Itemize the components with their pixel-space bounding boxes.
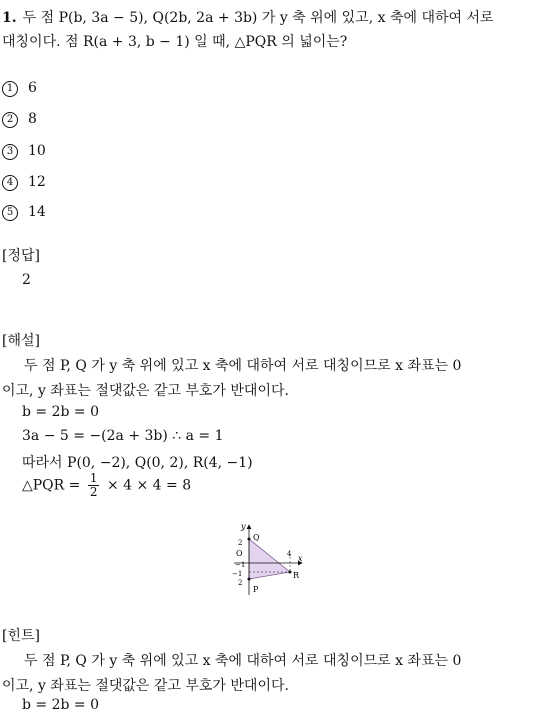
solution-eq-4 <box>22 472 191 499</box>
tick-y-neg1: −1 <box>232 570 243 578</box>
option-3[interactable] <box>2 143 46 160</box>
area-prefix: △PQR = <box>22 477 81 494</box>
fraction-half <box>88 472 100 499</box>
question-number: 1. <box>2 10 17 26</box>
option-value-3: 10 <box>28 143 46 159</box>
option-mark-1: 1 <box>2 81 18 97</box>
option-mark-3: 3 <box>2 144 18 160</box>
question-line-2: 대칭이다. 점 R(a + 3, b − 1) 일 때, △PQR 의 넓이는? <box>2 34 348 50</box>
tick-x-4: 4 <box>287 550 292 558</box>
hint-para-2: 이고, y 좌표는 절댓값은 같고 부호가 반대이다. <box>2 678 289 694</box>
point-q-dot <box>248 538 251 541</box>
solution-eq-1: b = 2b = 0 <box>22 404 99 420</box>
option-1[interactable] <box>2 80 37 97</box>
triangle-figure <box>224 521 314 597</box>
hint-label: [힌트] <box>2 628 40 644</box>
x-axis-label: x <box>298 554 303 563</box>
question-text-1: 두 점 P(b, 3a − 5), Q(2b, 2a + 3b) 가 y 축 위에 있고, x 축에 대하여 서로 <box>22 10 494 26</box>
option-2[interactable] <box>2 111 37 128</box>
tick-x-neg1: −1 <box>235 561 246 569</box>
tick-y-neg2: 2 <box>238 579 243 587</box>
triangle-pqr <box>249 539 290 579</box>
origin-label: O <box>236 549 243 558</box>
point-p-dot <box>248 578 251 581</box>
solution-label: [해설] <box>2 333 40 349</box>
hint-para-1: 두 점 P, Q 가 y 축 위에 있고 x 축에 대하여 서로 대칭이므로 x 좌표는 0 <box>24 653 462 669</box>
question-line-1 <box>2 7 494 27</box>
answer-label: [정답] <box>2 248 40 264</box>
option-mark-2: 2 <box>2 112 18 128</box>
solution-eq-2: 3a − 5 = −(2a + 3b) ∴ a = 1 <box>22 428 224 444</box>
point-p-label: P <box>253 585 259 594</box>
tick-y-2: 2 <box>238 539 243 547</box>
area-suffix: × 4 × 4 = 8 <box>106 477 192 494</box>
y-axis-label: y <box>241 522 246 531</box>
hint-eq-1: b = 2b = 0 <box>22 697 99 713</box>
option-mark-5: 5 <box>2 205 18 221</box>
option-4[interactable] <box>2 174 46 191</box>
fraction-denominator: 2 <box>89 485 98 499</box>
option-value-2: 8 <box>28 111 37 127</box>
option-value-1: 6 <box>28 80 37 96</box>
solution-eq-3: 따라서 P(0, −2), Q(0, 2), R(4, −1) <box>22 455 253 471</box>
solution-para-2: 이고, y 좌표는 절댓값은 같고 부호가 반대이다. <box>2 383 289 399</box>
fraction-numerator: 1 <box>89 471 98 485</box>
solution-para-1: 두 점 P, Q 가 y 축 위에 있고 x 축에 대하여 서로 대칭이므로 x 좌표는 0 <box>24 358 462 374</box>
option-value-4: 12 <box>28 174 46 190</box>
answer-value: 2 <box>22 272 31 288</box>
option-5[interactable] <box>2 204 46 221</box>
point-r-dot <box>289 571 292 574</box>
point-r-label: R <box>293 571 300 580</box>
option-mark-4: 4 <box>2 175 18 191</box>
point-q-label: Q <box>253 533 260 542</box>
option-value-5: 14 <box>28 204 46 220</box>
